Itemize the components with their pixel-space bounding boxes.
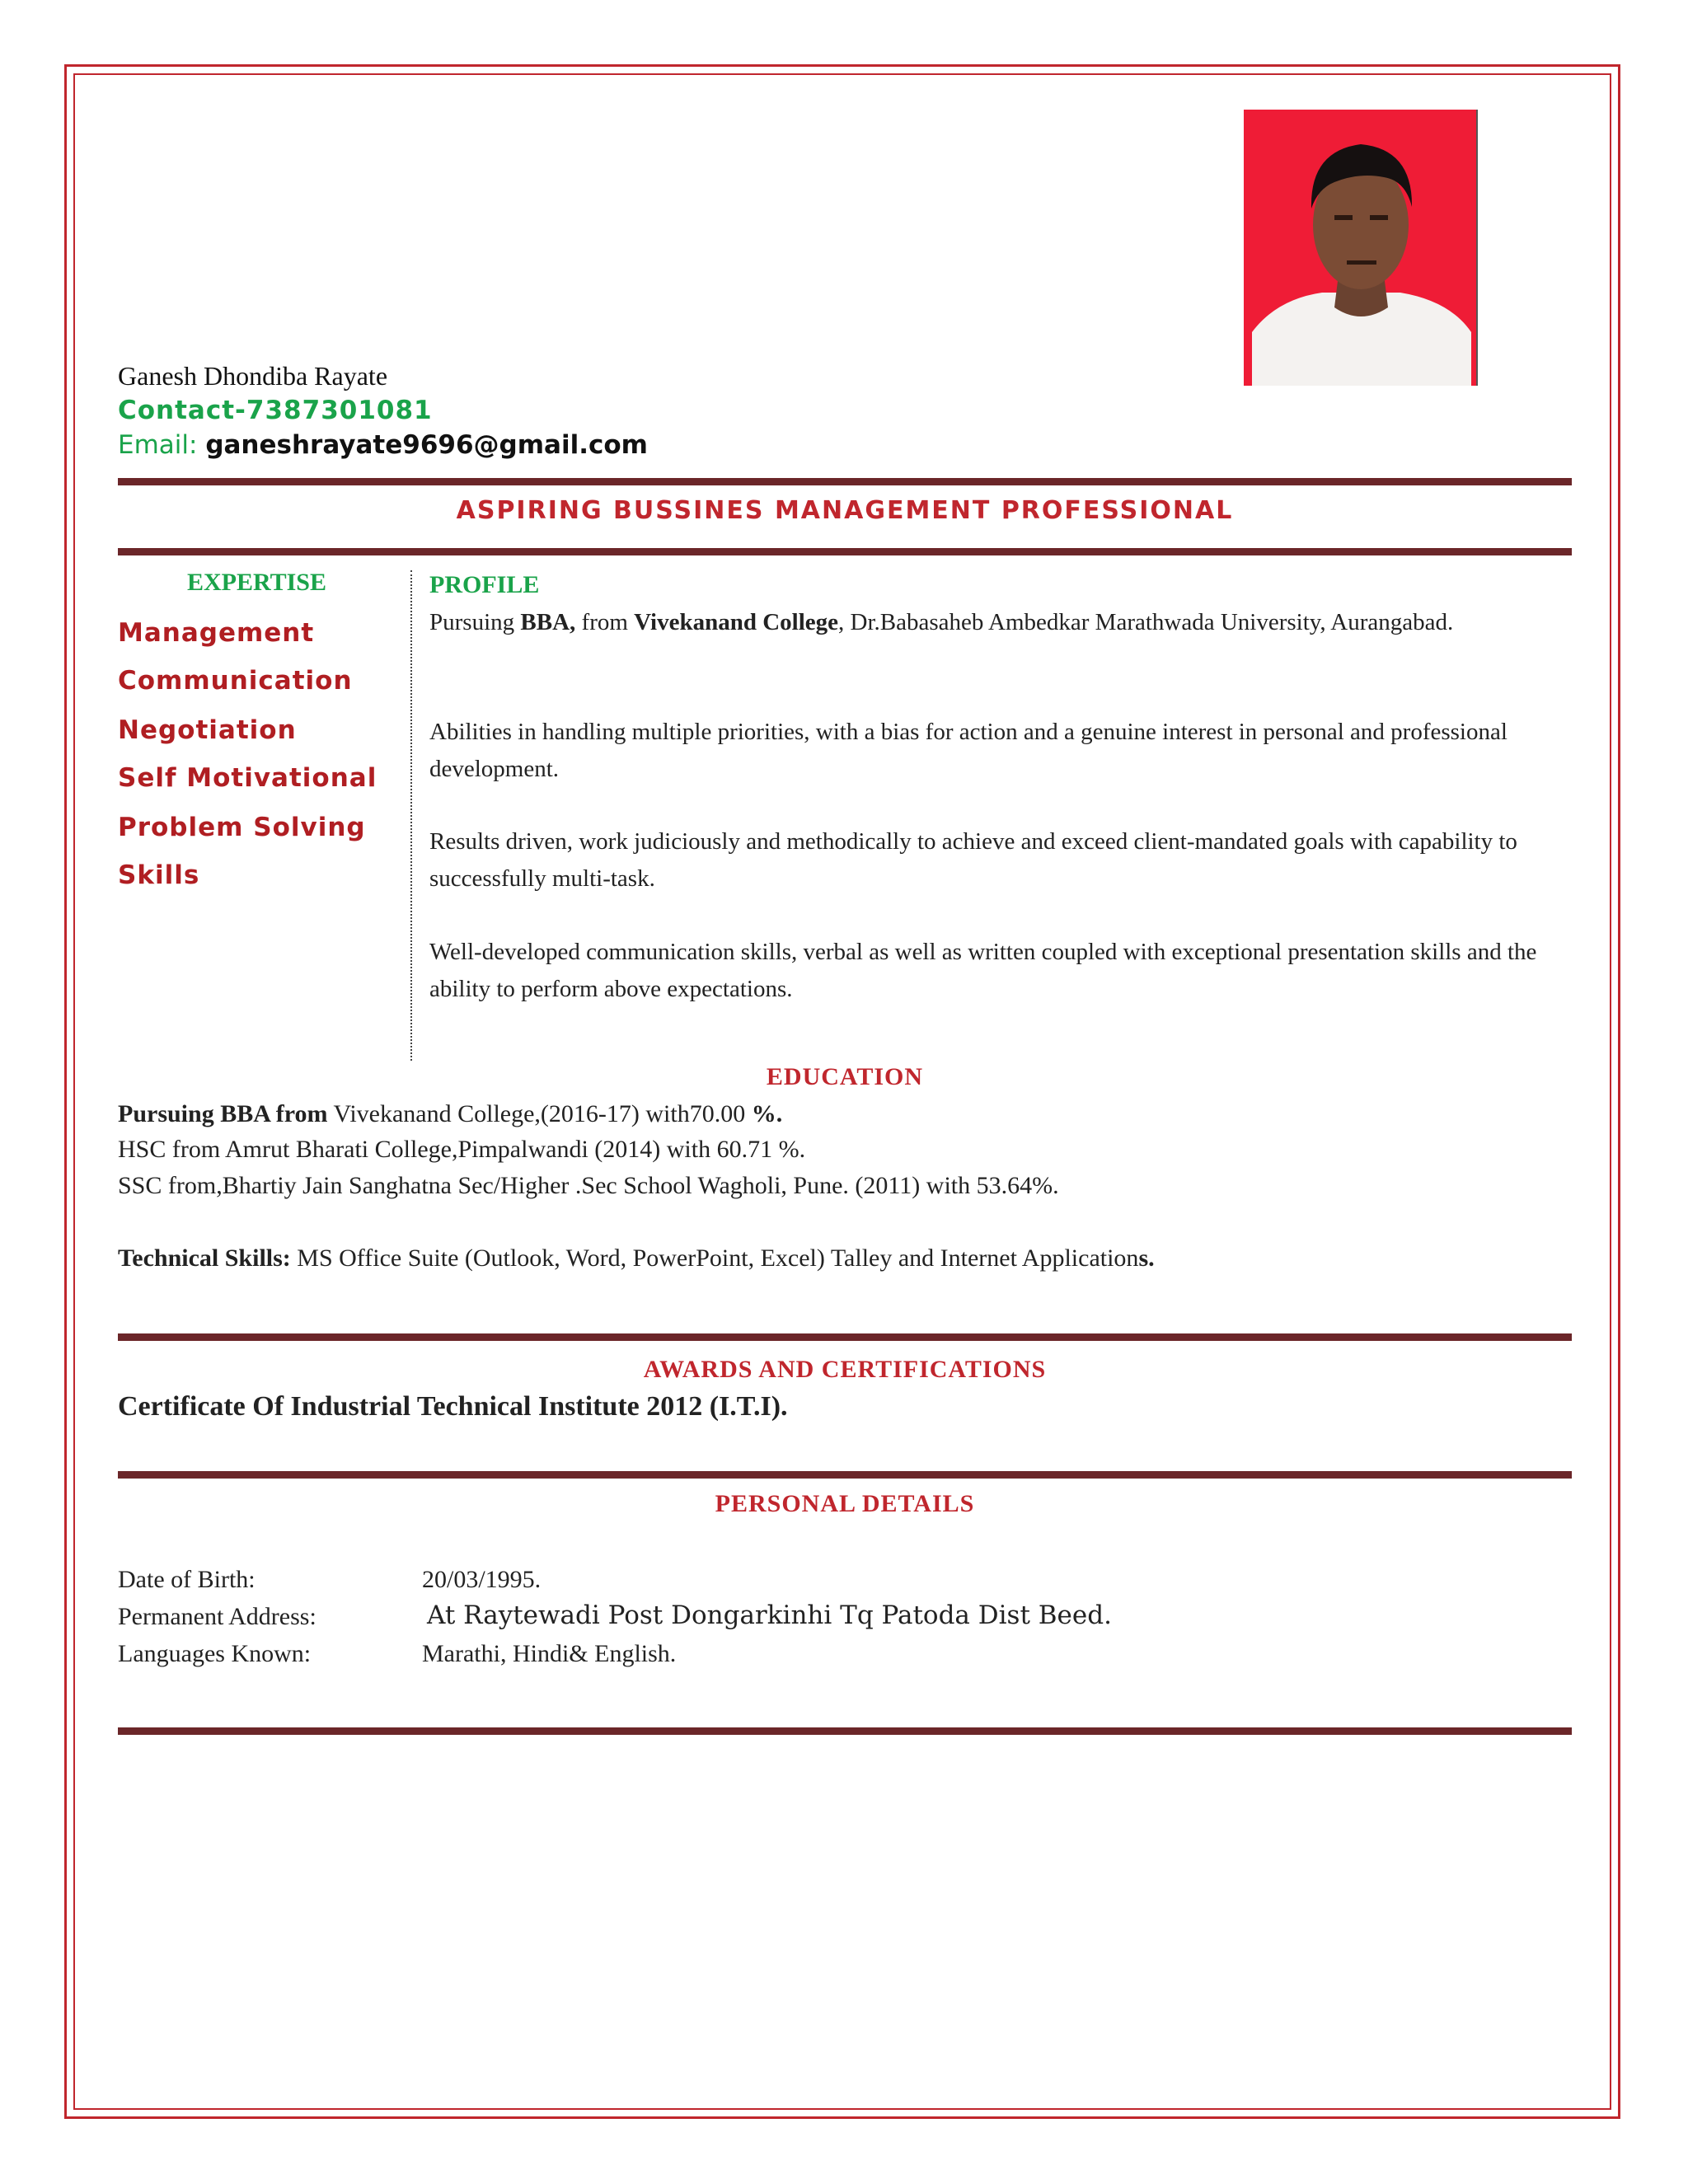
- contact-phone[interactable]: Contact-7387301081: [118, 396, 433, 425]
- expertise-item: Communication: [118, 666, 353, 696]
- expertise-item: Problem Solving: [118, 813, 366, 842]
- personal-value: 20/03/1995.: [422, 1566, 542, 1593]
- expertise-item: Management: [118, 618, 315, 648]
- column-divider: [410, 570, 412, 1061]
- expertise-item: Negotiation: [118, 715, 297, 745]
- profile-photo: [1244, 110, 1478, 386]
- email-line: [118, 430, 648, 460]
- divider-rule: [118, 1471, 1572, 1479]
- awards-heading: AWARDS AND CERTIFICATIONS: [643, 1356, 1047, 1383]
- divider-rule: [118, 548, 1572, 555]
- email-label: Email:: [118, 430, 198, 460]
- expertise-item: Self Motivational: [118, 763, 377, 793]
- profile-heading: PROFILE: [429, 571, 540, 598]
- email-address[interactable]: ganeshrayate9696@gmail.com: [205, 430, 648, 460]
- personal-label: Date of Birth:: [118, 1566, 256, 1593]
- person-photo-icon: [1244, 110, 1478, 386]
- education-heading: EDUCATION: [766, 1063, 924, 1090]
- personal-label: Permanent Address:: [118, 1603, 316, 1630]
- banner-title: ASPIRING BUSSINES MANAGEMENT PROFESSIONAL: [456, 496, 1234, 525]
- personal-value: Marathi, Hindi& English.: [422, 1640, 677, 1667]
- personal-label: Languages Known:: [118, 1640, 312, 1667]
- technical-skills: Technical Skills: MS Office Suite (Outlook, Word, PowerPoint, Excel) Talley and Internet Applications.: [118, 1244, 1155, 1272]
- profile-paragraph: Abilities in handling multiple priorities, with a bias for action and a genuine interest in personal and professional development.: [429, 719, 1507, 782]
- divider-rule: [118, 1333, 1572, 1341]
- divider-rule: [118, 478, 1572, 485]
- expertise-item: Skills: [118, 860, 200, 890]
- education-line: Pursuing BBA from Vivekanand College,(2016-17) with70.00 %.: [118, 1100, 783, 1127]
- expertise-heading: EXPERTISE: [187, 569, 326, 596]
- personal-value: At Raytewadi Post Dongarkinhi Tq Patoda Dist Beed.: [427, 1601, 1112, 1630]
- award-item: Certificate Of Industrial Technical Institute 2012 (I.T.I).: [118, 1391, 788, 1422]
- profile-paragraph: Well-developed communication skills, verbal as well as written coupled with exceptional presentation skills and the ability to perform above expectations.: [429, 939, 1537, 1002]
- education-line: SSC from,Bhartiy Jain Sanghatna Sec/Higher .Sec School Wagholi, Pune. (2011) with 53.64%.: [118, 1172, 1059, 1199]
- candidate-name: Ganesh Dhondiba Rayate: [118, 361, 388, 391]
- profile-paragraph: Results driven, work judiciously and methodically to achieve and exceed client-mandated goals with capability to successfully multi-task.: [429, 828, 1517, 892]
- divider-rule: [118, 1727, 1572, 1735]
- profile-paragraph: Pursuing BBA, from Vivekanand College, Dr.Babasaheb Ambedkar Marathwada University, Aurangabad.: [429, 609, 1454, 635]
- education-line: HSC from Amrut Bharati College,Pimpalwandi (2014) with 60.71 %.: [118, 1136, 806, 1163]
- personal-heading: PERSONAL DETAILS: [715, 1490, 975, 1517]
